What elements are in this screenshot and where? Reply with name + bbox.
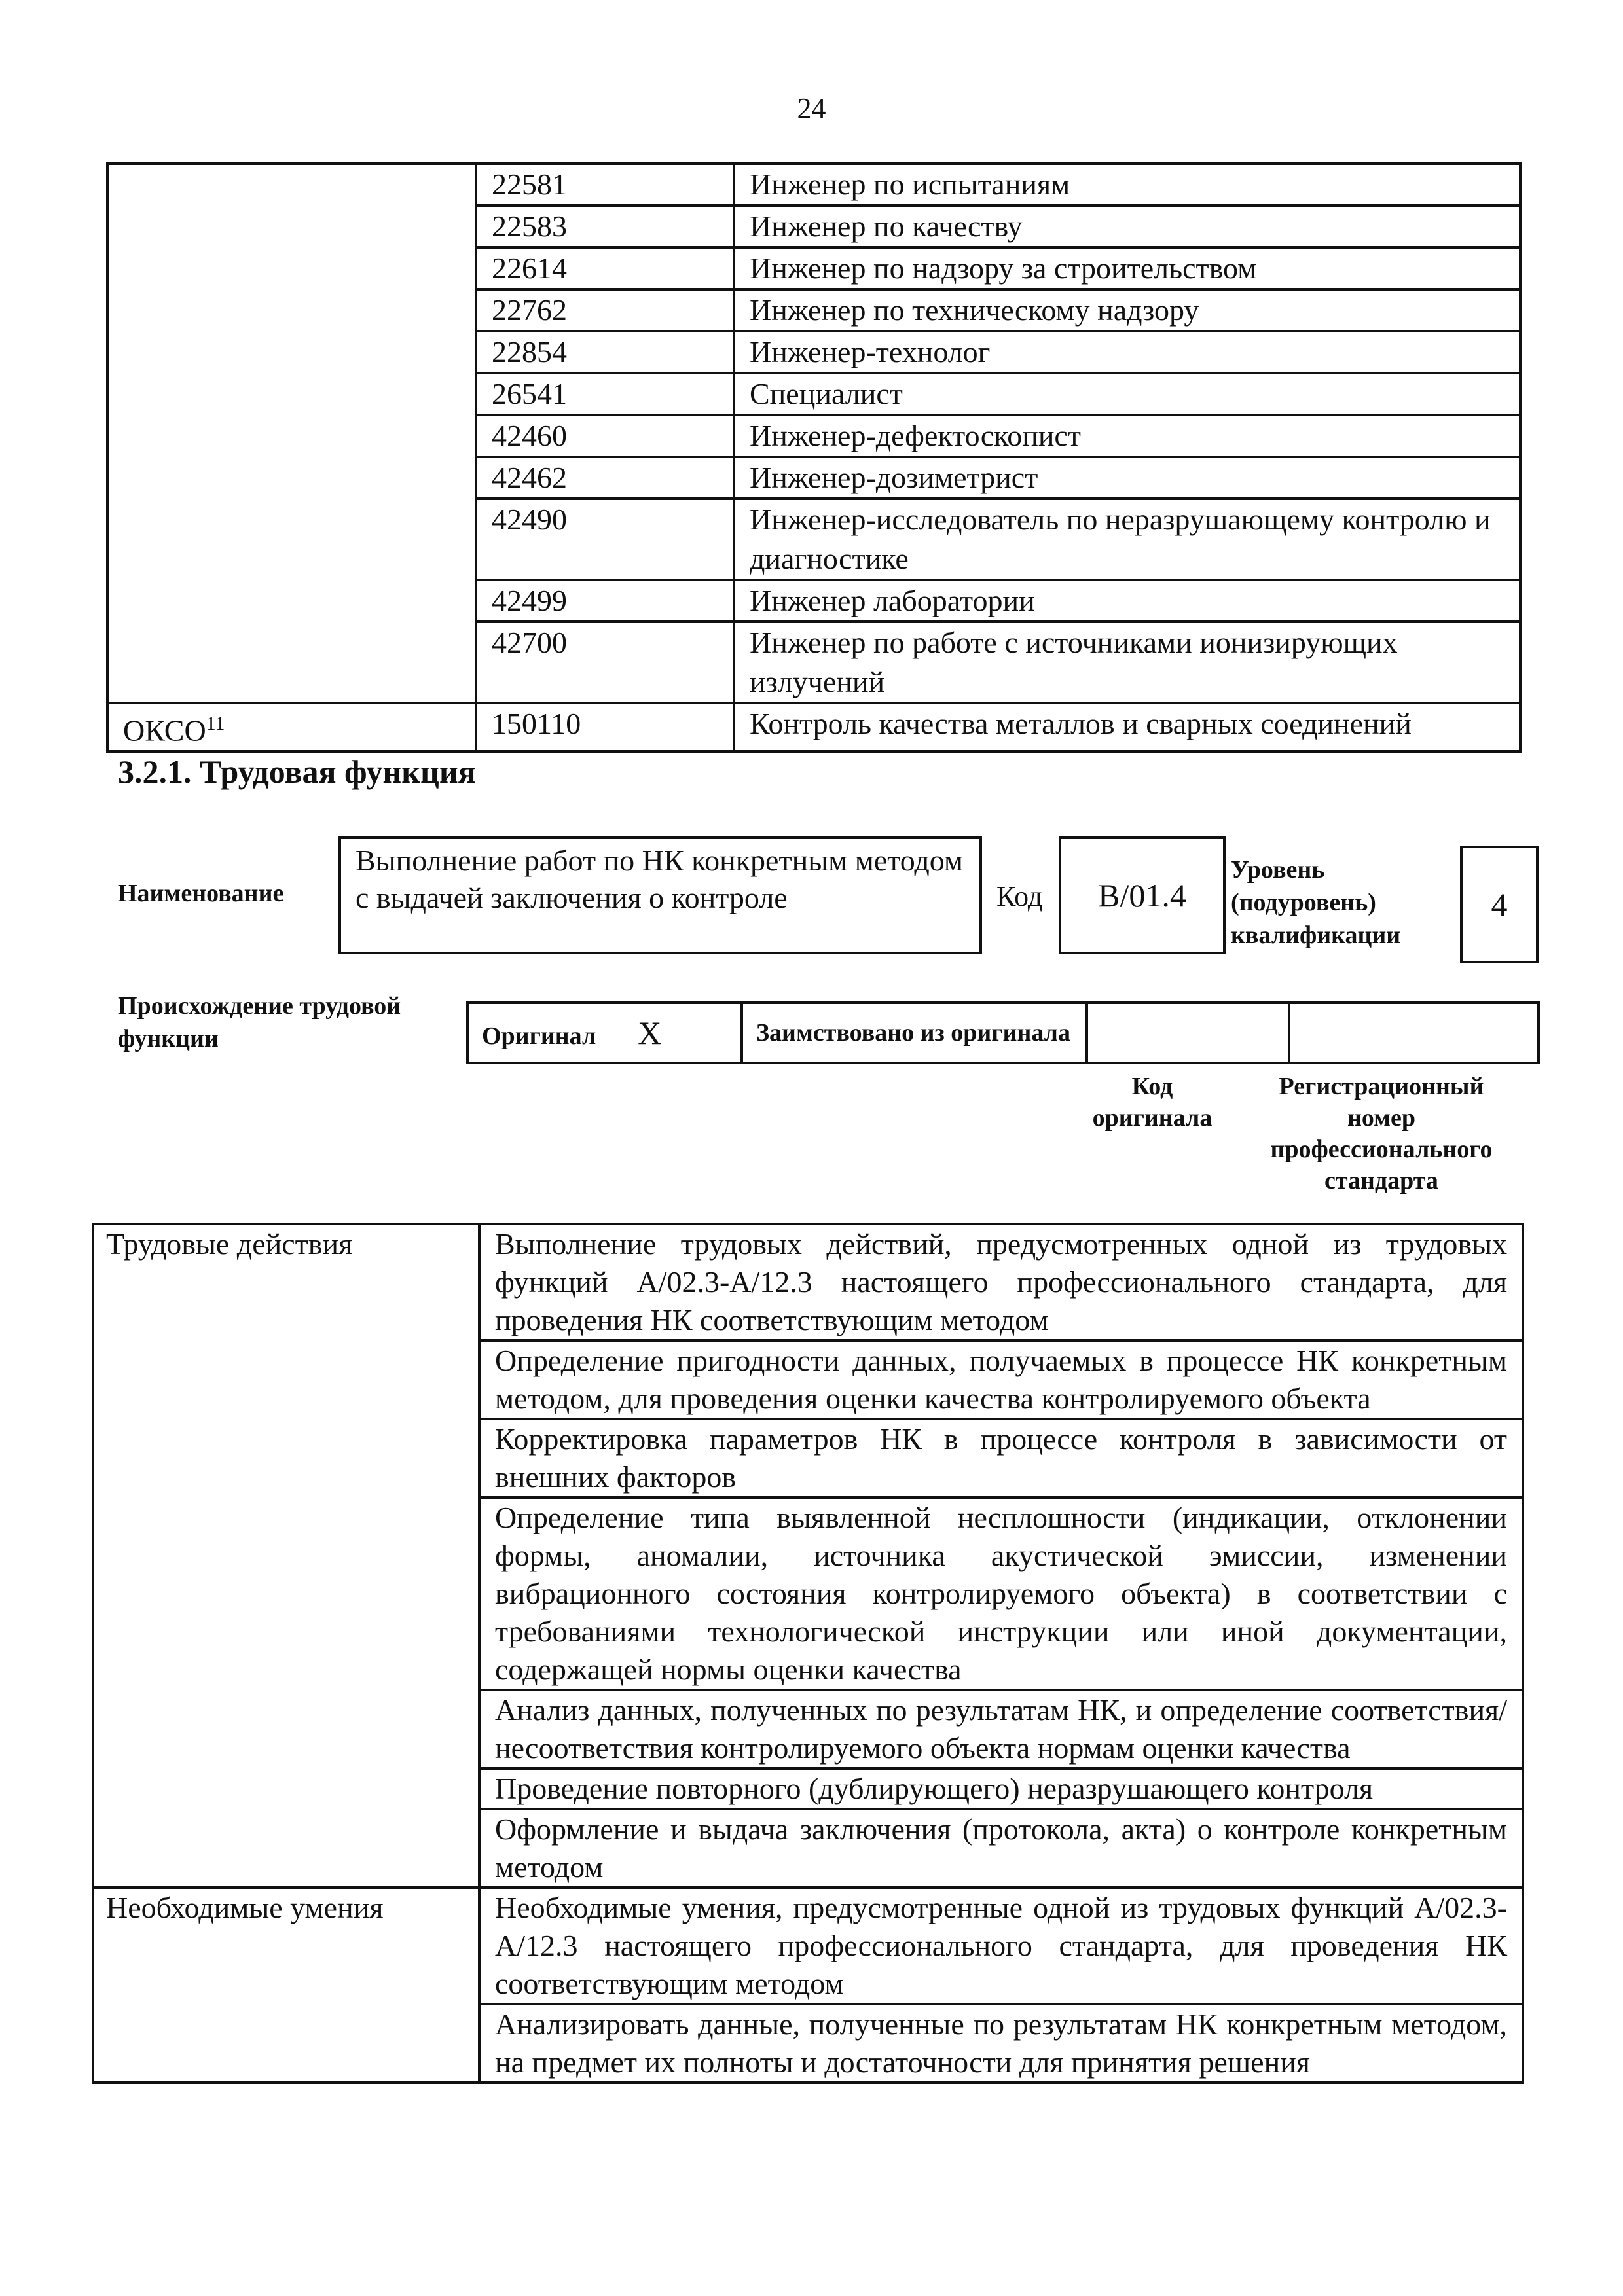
borrowed-label: Заимствовано из оригинала [756, 1019, 1070, 1047]
function-code-value: В/01.4 [1098, 877, 1186, 914]
regnum-caption-line2: номер [1347, 1104, 1416, 1132]
original-code-cell [1087, 1003, 1289, 1063]
occupation-title: Инженер по работе с источниками ионизирующих излучений [734, 622, 1520, 703]
codes-table-row [107, 703, 1520, 751]
function-details-table [92, 1223, 1524, 2084]
regnum-caption [1237, 1071, 1525, 1196]
occupation-title: Инженер-дозиметрист [734, 457, 1520, 499]
level-label-line3: квалификации [1231, 922, 1401, 949]
occupation-code: 22614 [476, 247, 734, 289]
required-skills-item: Анализировать данные, полученные по результатам НК конкретным методом, на предмет их полноты и достаточности для принятия решения [479, 2004, 1523, 2083]
occupation-code: 22762 [476, 289, 734, 331]
occupation-title: Инженер-исследователь по неразрушающему контролю и диагностике [734, 499, 1520, 580]
footnote-mark: 11 [206, 713, 225, 734]
occupation-title: Специалист [734, 373, 1520, 415]
occupation-code: 22583 [476, 206, 734, 247]
codes-category-text: ОКСО [123, 713, 206, 747]
required-skills-item: Необходимые умения, предусмотренные одной из трудовых функций А/02.3-А/12.3 настоящего профессионального стандарта, для проведения НК соответствующим методом [479, 1888, 1523, 2004]
qualification-level-box [1460, 846, 1539, 963]
code-label: Код [996, 880, 1043, 912]
occupation-code: 42460 [476, 415, 734, 457]
required-skills-row [93, 1888, 1523, 2004]
regnum-caption-line1: Регистрационный [1279, 1073, 1484, 1100]
occupation-code: 42462 [476, 457, 734, 499]
labor-actions-item: Корректировка параметров НК в процессе контроля в зависимости от внешних факторов [479, 1419, 1523, 1498]
level-label-line1: Уровень [1231, 856, 1325, 884]
occupation-code: 22854 [476, 331, 734, 373]
labor-actions-item: Определение типа выявленной несплошности (индикации, отклонении формы, аномалии, источника акустической эмиссии, изменении вибрационного состояния контролируемого объекта) в соответствии с требованиями технологической инструкции или иной документации, содержащей нормы оценки качества [479, 1498, 1523, 1690]
page-number: 24 [797, 92, 826, 124]
regnum-caption-line4: стандарта [1324, 1167, 1438, 1194]
labor-actions-item: Определение пригодности данных, получаемых в процессе НК конкретным методом, для проведения оценки качества контролируемого объекта [479, 1340, 1523, 1419]
occupation-title: Контроль качества металлов и сварных соединений [734, 703, 1520, 751]
codes-category-cell [107, 164, 476, 703]
origin-label [118, 990, 401, 1055]
labor-actions-item: Проведение повторного (дублирующего) неразрушающего контроля [479, 1768, 1523, 1809]
borrowed-cell [742, 1003, 1087, 1063]
labor-actions-label: Трудовые действия [93, 1224, 479, 1888]
occupation-title: Инженер по качеству [734, 206, 1520, 247]
occupation-code: 42499 [476, 580, 734, 622]
occupation-title: Инженер-дефектоскопист [734, 415, 1520, 457]
occupation-title: Инженер по надзору за строительством [734, 247, 1520, 289]
origin-label-line2: функции [118, 1025, 219, 1052]
labor-actions-item: Оформление и выдача заключения (протокола, акта) о контроле конкретным методом [479, 1809, 1523, 1888]
original-label: Оригинал [482, 1022, 596, 1050]
occupation-codes-table [106, 162, 1522, 753]
origin-table [466, 1001, 1540, 1064]
origin-label-line1: Происхождение трудовой [118, 992, 401, 1020]
codes-table-row [107, 164, 1520, 206]
function-code-box [1059, 836, 1226, 954]
section-title: 3.2.1. Трудовая функция [118, 753, 476, 790]
occupation-title: Инженер по испытаниям [734, 164, 1520, 206]
labor-actions-item: Выполнение трудовых действий, предусмотренных одной из трудовых функций А/02.3-А/12.3 настоящего профессионального стандарта, для проведения НК соответствующим методом [479, 1224, 1523, 1340]
occupation-code: 26541 [476, 373, 734, 415]
codes-category-cell [107, 703, 476, 751]
occupation-title: Инженер-технолог [734, 331, 1520, 373]
occupation-code: 150110 [476, 703, 734, 751]
qualification-level-value: 4 [1491, 886, 1508, 923]
labor-actions-item: Анализ данных, полученных по результатам НК, и определение соответствия/несоответствия контролируемого объекта нормам оценки качества [479, 1690, 1523, 1768]
occupation-code: 42700 [476, 622, 734, 703]
registration-number-cell [1289, 1003, 1539, 1063]
original-mark: X [638, 1014, 662, 1051]
original-cell [467, 1003, 742, 1063]
code-caption-line2: оригинала [1092, 1104, 1213, 1132]
required-skills-label: Необходимые умения [93, 1888, 479, 2083]
level-label-line2: (подуровень) [1231, 889, 1376, 916]
occupation-code: 22581 [476, 164, 734, 206]
occupation-title: Инженер по техническому надзору [734, 289, 1520, 331]
occupation-title: Инженер лаборатории [734, 580, 1520, 622]
level-label [1231, 853, 1400, 952]
regnum-caption-line3: профессионального [1270, 1136, 1493, 1163]
function-name-box [338, 836, 982, 954]
function-name-value: Выполнение работ по НК конкретным методом с выдачей заключения о контроле [356, 844, 964, 914]
code-caption [1054, 1071, 1250, 1134]
labor-actions-row [93, 1224, 1523, 1340]
code-caption-line1: Код [1131, 1073, 1173, 1100]
name-label: Наименование [118, 880, 284, 907]
occupation-code: 42490 [476, 499, 734, 580]
